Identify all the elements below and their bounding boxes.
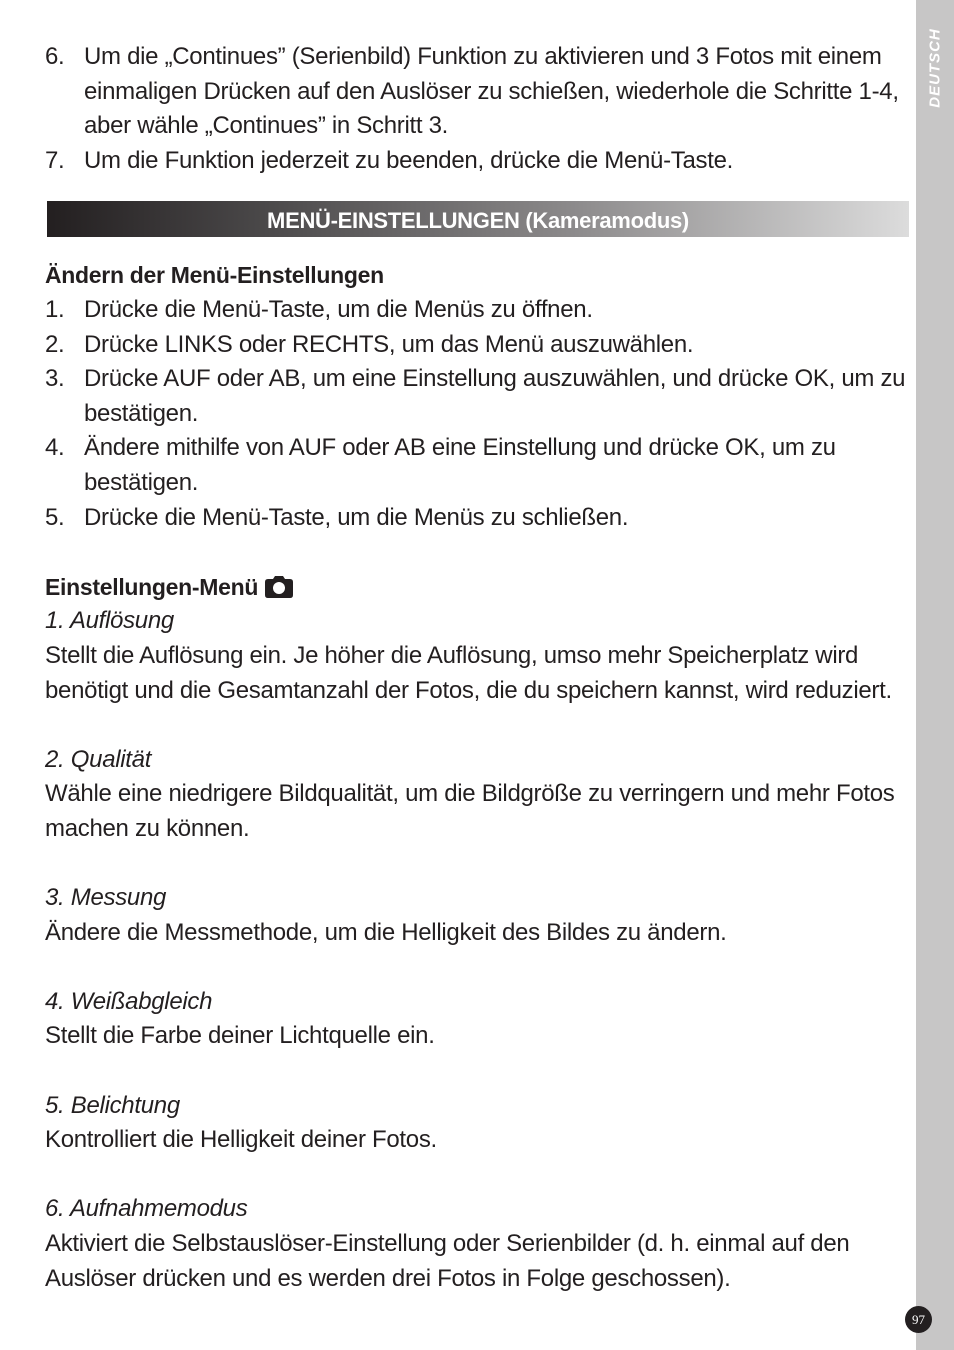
- intro-steps: [45, 40, 907, 178]
- setting-item: [45, 881, 907, 950]
- setting-description: Stellt die Farbe deiner Lichtquelle ein.: [45, 1022, 435, 1050]
- setting-description: Kontrolliert die Helligkeit deiner Fotos.: [45, 1126, 437, 1154]
- settings-menu-heading: Einstellungen-Menü: [45, 573, 259, 600]
- banner-subtitle: (Kameramodus): [525, 208, 689, 234]
- step-text: Um die „Continues” (Serienbild) Funktion zu aktivieren und 3 Fotos mit einem einmaligen Drücken auf den Auslöser zu schießen, wiederhole die Schritte 1-4, aber wähle „Continues” in Schritt 3.: [84, 43, 899, 140]
- page-content: [45, 40, 907, 1296]
- setting-title: 5. Belichtung: [45, 1091, 180, 1119]
- step-number: 4.: [45, 434, 65, 462]
- setting-item: [45, 1192, 907, 1296]
- setting-item: [45, 985, 907, 1054]
- language-label: DEUTSCH: [926, 28, 944, 108]
- setting-item: [45, 743, 907, 847]
- step-number: 3.: [45, 365, 65, 393]
- step-text: Drücke die Menü-Taste, um die Menüs zu schließen.: [84, 503, 629, 531]
- setting-description: Wähle eine niedrigere Bildqualität, um die Bildgröße zu verringern und mehr Fotos machen zu können.: [45, 780, 895, 842]
- section-banner: [47, 201, 909, 237]
- step-number: 6.: [45, 43, 65, 70]
- step-number: 5.: [45, 503, 65, 531]
- setting-title: 3. Messung: [45, 884, 167, 912]
- setting-title: 6. Aufnahmemodus: [45, 1195, 248, 1223]
- camera-icon: [264, 575, 294, 599]
- step-text: Drücke AUF oder AB, um eine Einstellung auszuwählen, und drücke OK, um zu bestätigen.: [84, 365, 906, 427]
- spacer: [45, 846, 907, 881]
- step-text: Ändere mithilfe von AUF oder AB eine Einstellung und drücke OK, um zu bestätigen.: [84, 434, 836, 496]
- step-number: 2.: [45, 330, 65, 358]
- page-number: 97: [905, 1306, 932, 1333]
- step-text: Um die Funktion jederzeit zu beenden, drücke die Menü-Taste.: [84, 146, 734, 174]
- setting-title: 1. Auflösung: [45, 607, 174, 635]
- setting-item: [45, 604, 907, 708]
- setting-title: 2. Qualität: [45, 745, 152, 773]
- settings-menu-heading-row: [45, 570, 907, 605]
- list-item: [45, 501, 907, 536]
- spacer: [45, 1158, 907, 1193]
- spacer: [45, 708, 907, 743]
- list-item: [45, 431, 907, 500]
- step-text: Drücke LINKS oder RECHTS, um das Menü auszuwählen.: [84, 330, 694, 358]
- list-item: [45, 40, 907, 144]
- setting-description: Aktiviert die Selbstauslöser-Einstellung oder Serienbilder (d. h. einmal auf den Auslöser drücken und es werden drei Fotos in Folge geschossen).: [45, 1230, 850, 1292]
- setting-description: Ändere die Messmethode, um die Helligkeit des Bildes zu ändern.: [45, 918, 727, 946]
- change-settings-heading: Ändern der Menü-Einstellungen: [45, 262, 384, 289]
- change-settings-steps: [45, 293, 907, 535]
- spacer: [45, 950, 907, 985]
- step-number: 1.: [45, 295, 65, 323]
- setting-item: [45, 1089, 907, 1158]
- list-item: [45, 293, 907, 328]
- list-item: [45, 328, 907, 363]
- setting-title: 4. Weißabgleich: [45, 987, 213, 1015]
- banner-title: MENÜ-EINSTELLUNGEN: [267, 208, 520, 234]
- step-text: Drücke die Menü-Taste, um die Menüs zu öffnen.: [84, 295, 593, 323]
- setting-description: Stellt die Auflösung ein. Je höher die Auflösung, umso mehr Speicherplatz wird benötigt und die Gesamtanzahl der Fotos, die du speichern kannst, wird reduziert.: [45, 641, 892, 704]
- language-side-tab: [916, 0, 954, 1350]
- spacer: [45, 1054, 907, 1089]
- list-item: [45, 362, 907, 431]
- step-number: 7.: [45, 146, 65, 174]
- list-item: [45, 144, 907, 179]
- spacer: [45, 535, 907, 570]
